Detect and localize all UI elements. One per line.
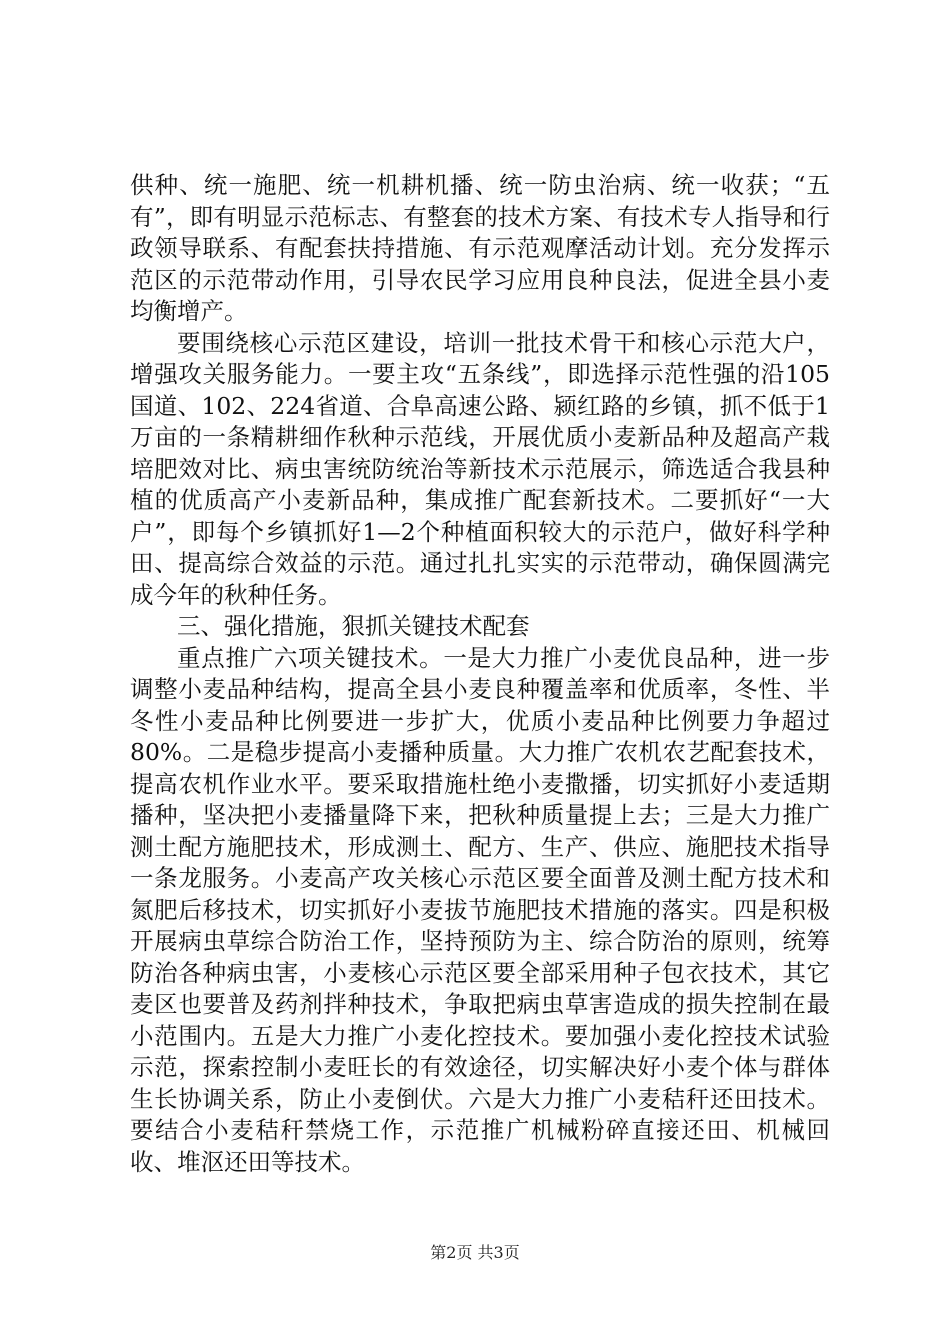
paragraph-key-technologies: 重点推广六项关键技术。一是大力推广小麦优良品种，进一步调整小麦品种结构，提高全县小麦良种覆盖率和优质率，冬性、半冬性小麦品种比例要进一步扩大，优质小麦品种比例要力争超过80%。二是稳步提高小麦播种质量。大力推广农机农艺配套技术，提高农机作业水平。要采取措施杜绝小麦撒播，切实抓好小麦适期播种，坚决把小麦播量降下来，把秋种质量提上去；三是大力推广测土配方施肥技术，形成测土、配方、生产、供应、施肥技术指导一条龙服务。小麦高产攻关核心示范区要全面普及测土配方技术和氮肥后移技术，切实抓好小麦拔节施肥技术措施的落实。四是积极开展病虫草综合防治工作，坚持预防为主、综合防治的原则，统筹防治各种病虫害，小麦核心示范区要全部采用种子包衣技术，其它麦区也要普及药剂拌种技术，争取把病虫草害造成的损失控制在最小范围内。五是大力推广小麦化控技术。要加强小麦化控技术试验示范，探索控制小麦旺长的有效途径，切实解决好小麦个体与群体生长协调关系，防止小麦倒伏。六是大力推广小麦秸秆还田技术。要结合小麦秸秆禁烧工作，示范推广机械粉碎直接还田、机械回收、堆沤还田等技术。 [130, 643, 830, 1176]
section-heading: 三、强化措施，狠抓关键技术配套 [177, 612, 530, 640]
paragraph-demonstration: 要围绕核心示范区建设，培训一批技术骨干和核心示范大户，增强攻关服务能力。一要主攻“五条线”，即选择示范性强的沿105国道、102、224省道、合阜高速公路、颍红路的乡镇，抓不低于1万亩的一条精耕细作秋种示范线，开展优质小麦新品种及超高产栽培肥效对比、病虫害统防统治等新技术示范展示，筛选适合我县种植的优质高产小麦新品种，集成推广配套新技术。二要抓好“一大户”，即每个乡镇抓好1—2个种植面积较大的示范户，做好科学种田、提高综合效益的示范。通过扎扎实实的示范带动，确保圆满完成今年的秋种任务。 [130, 328, 830, 609]
page-footer: 第2页 共3页 [430, 1243, 520, 1262]
document-body [130, 170, 830, 1178]
paragraph-continued: 供种、统一施肥、统一机耕机播、统一防虫治病、统一收获；“五有”，即有明显示范标志、有整套的技术方案、有技术专人指导和行政领导联系、有配套扶持措施、有示范观摩活动计划。充分发挥示范区的示范带动作用，引导农民学习应用良种良法，促进全县小麦均衡增产。 [130, 171, 830, 325]
